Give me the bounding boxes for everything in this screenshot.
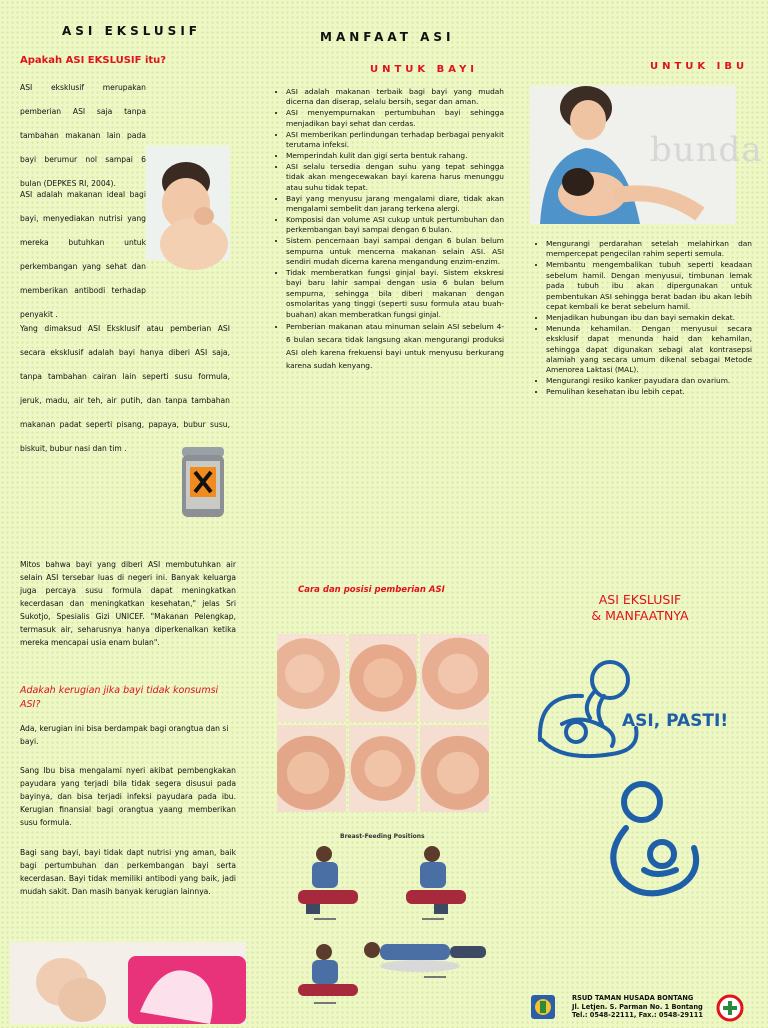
list-item: • Mengurangi perdarahan setelah melahirkan dan mempercepat pengecilan rahim seperti semula. [546, 239, 752, 260]
panel1-paragraph-2a: ASI adalah makanan ideal bagi bayi, menyediakan nutrisi yang mereka butuhkan untuk perkembangan yang sehat dan memberikan antibodi terhadap penyakit . [20, 190, 146, 319]
list-item: • Pemulihan kesehatan ibu lebih cepat. [546, 387, 752, 397]
list-item: • Bayi yang menyusu jarang mengalami diare, tidak akan mengalami sembelit dan jarang terkena alergi. [286, 194, 504, 215]
feeding-photo [420, 725, 489, 813]
benefits-mother-list [536, 239, 752, 398]
feeding-photo [420, 634, 489, 722]
benefits-baby-list [276, 87, 504, 373]
panel4-question: Adakah kerugian jika bayi tidak konsumsi ASI? [20, 685, 219, 710]
formula-can-image [180, 447, 226, 519]
asi-pasti-logo [532, 654, 752, 770]
hospital-phone: Tel.: 0548-22111, Fax.: 0548-29111 [572, 1011, 703, 1019]
health-cross-icon [716, 994, 744, 1022]
list-item: • Sistem pencernaan bayi sampai dengan 6 bulan belum sempurna untuk mencerna makanan selain ASI. ASI sendiri mudah dicerna karena mengandung enzim-enzim. [286, 236, 504, 267]
photo-watermark: bunda [650, 130, 763, 170]
list-item: • Membantu mengembalikan tubuh seperti keadaan sebelum hamil. Dengan menyusui, timbunan lemak pada tubuh ibu akan dipergunakan untuk pembentukan ASI sehingga berat badan ibu akan lebih cepat kembali ke berat sebelum hamil. [546, 260, 752, 312]
panel4-paragraph-4: Bagi sang bayi, bayi tidak dapt nutrisi yng aman, baik bagi pertumbuhan dan perkembangan bayi serta kecerdasan. Bayi tidak memiliki antibodi yang baik, jadi mudah sakit. Dan masih banyak kerugian lainnya. [20, 848, 236, 896]
twin-babies-photo [10, 942, 246, 1024]
hospital-logo-icon [530, 994, 556, 1020]
list-item: • ASI adalah makanan terbaik bagi bayi yang mudah dicerna dan diserap, selalu bersih, segar dan aman. [286, 87, 504, 108]
feeding-photo [277, 725, 346, 813]
mother-photo [530, 86, 763, 224]
list-item: • ASI selalu tersedia dengan suhu yang tepat sehingga tidak akan mengecewakan bayi karena harus menunggu atau suhu tidak tepat. [286, 162, 504, 193]
panel2-heading: MANFAAT ASI [320, 30, 455, 44]
mother-child-icon [598, 778, 714, 908]
panel3-subheading: UNTUK IBU [650, 61, 749, 72]
cover-title-line-1: ASI EKSLUSIF [598, 592, 682, 607]
cover-title-line-2: & MANFAATNYA [591, 608, 689, 623]
panel1-question: Apakah ASI EKSLUSIF itu? [20, 55, 167, 66]
hospital-street: Jl. Letjen. S. Parman No. 1 Bontang [572, 1002, 703, 1011]
panel4-paragraph-3: Sang Ibu bisa mengalami nyeri akibat pembengkakan payudara yang terjadi bila tidak segera disusui pada bayinya, dan bisa terjadi infeksi payudara pada ibu. Kerugian finansial bagi orangtua yaang memberikan susu formula. [20, 766, 236, 827]
hospital-address [572, 994, 703, 1020]
panel1-heading: ASI EKSLUSIF [62, 24, 201, 38]
list-item: • Pemberian makanan atau minuman selain ASI sebelum 4-6 bulan secara tidak langsung akan mengurangi produksi ASI oleh karena frekuensi bayi untuk menyusu berkurang karena sudah kenyang. [286, 320, 504, 372]
panel4-paragraph-1: Mitos bahwa bayi yang diberi ASI membutuhkan air selain ASI tersebar luas di negeri ini. Banyak keluarga juga percaya susu formula dapat meningkatkan kecerdasan dan meningkatkan kesehatan," jelas Sri Sukotjo, Spesialis Gizi UNICEF. "Makanan Pelengkap, termasuk air, seharusnya hanya diperkenalkan ketika mereka mencapai usia enam bulan". [20, 560, 236, 647]
positions-illustration [284, 842, 490, 1012]
list-item: • ASI menyempurnakan pertumbuhan bayi sehingga menjadikan bayi sehat dan cerdas. [286, 108, 504, 129]
list-item: • ASI memberikan perlindungan terhadap berbagai penyakit terutama infeksi. [286, 130, 504, 151]
panel2-subheading: UNTUK BAYI [370, 64, 479, 75]
list-item: • Tidak memberatkan fungsi ginjal bayi. Sistem ekskresi bayi baru lahir sampai dengan usia 6 bulan belum sempurna, sehingga bila diberi makanan dengan osmolaritas yang tinggi (seperti susu formula atau buah-buahan) akan memberatkan fungsi ginjal. [286, 268, 504, 320]
feeding-photo [277, 634, 346, 722]
baby-photo [146, 146, 230, 260]
positions-title: Breast-Feeding Positions [340, 833, 425, 840]
list-item: • Mengurangi resiko kanker payudara dan ovarium. [546, 376, 752, 386]
list-item: • Menunda kehamilan. Dengan menyusui secara eksklusif dapat menunda haid dan kehamilan, sehingga dapat digunakan sebagi alat kontrasepsi alamiah yang secara umum dikenal sebagai Metode Amenorea Laktasi (MAL). [546, 324, 752, 376]
list-item: • Memperindah kulit dan gigi serta bentuk rahang. [286, 151, 504, 161]
feeding-photo [349, 725, 418, 813]
panel1-paragraph-3: Yang dimaksud ASI Eksklusif atau pemberian ASI secara eksklusif adalah bayi hanya diberi ASI saja, tanpa tambahan cairan lain seperti susu formula, jeruk, madu, air teh, air putih, dan tanpa tambahan makanan padat seperti pisang, papaya, bubur susu, biskuit, bubur nasi dan tim . [20, 324, 230, 453]
panel1-paragraph-1: ASI eksklusif merupakan pemberian ASI saja tanpa tambahan makanan lain pada bayi berumur nol sampai 6 bulan (DEPKES RI, 2004). [20, 83, 146, 188]
feeding-photo [349, 634, 418, 722]
cover-title [540, 592, 740, 624]
hospital-name: RSUD TAMAN HUSADA BONTANG [572, 994, 694, 1002]
logo-text: ASI, PASTI! [622, 711, 729, 731]
list-item: • Komposisi dan volume ASI cukup untuk pertumbuhan dan perkembangan bayi sampai dengan 6 bulan. [286, 215, 504, 236]
panel5-heading: Cara dan posisi pemberian ASI [298, 585, 445, 595]
panel4-paragraph-2: Ada, kerugian ini bisa berdampak bagi orangtua dan si bayi. [20, 724, 229, 746]
list-item: • Menjadikan hubungan ibu dan bayi semakin dekat. [546, 313, 752, 323]
feeding-photo-grid [277, 634, 489, 812]
